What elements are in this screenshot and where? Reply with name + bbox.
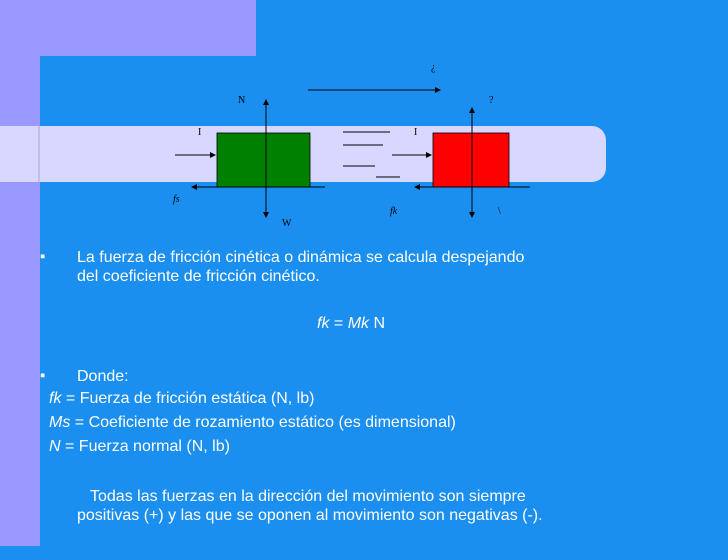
definition-n-symbol: N xyxy=(49,438,61,455)
label-motion: ¿ xyxy=(431,62,436,73)
label-red-top: ? xyxy=(489,95,494,106)
formula-equals: = xyxy=(333,315,344,332)
definition-ms-symbol: Ms xyxy=(49,414,71,431)
bullet-icon: ▪ xyxy=(40,248,46,265)
label-n: N xyxy=(238,95,246,106)
formula-fk: fk xyxy=(317,315,330,332)
label-fs: fs xyxy=(173,194,180,205)
label-fk: fk xyxy=(390,206,398,217)
definition-n-text: = Fuerza normal (N, lb) xyxy=(60,438,230,455)
definition-fk-text: = Fuerza de fricción estática (N, lb) xyxy=(61,390,315,407)
label-applied-left: I xyxy=(198,127,202,138)
donde-label: Donde: xyxy=(77,368,129,385)
formula-mk: Mk xyxy=(347,315,370,332)
definition-fk xyxy=(49,389,314,408)
definition-n xyxy=(49,437,230,456)
formula-n: N xyxy=(373,315,386,332)
definition-ms xyxy=(49,413,456,432)
closing-line2: positivas (+) y las que se oponen al movimiento son negativas (-). xyxy=(77,507,543,524)
label-applied-right: I xyxy=(414,127,418,138)
formula xyxy=(317,314,385,333)
definition-fk-symbol: fk xyxy=(49,390,62,407)
bullet-icon: ▪ xyxy=(40,367,46,384)
label-red-bottom: \ xyxy=(498,206,501,217)
paragraph1-line2: del coeficiente de fricción cinético. xyxy=(77,268,320,285)
label-w: W xyxy=(282,218,292,229)
closing-line1: Todas las fuerzas en la dirección del movimiento son siempre xyxy=(90,488,526,505)
paragraph1-line1: La fuerza de fricción cinética o dinámica se calcula despejando xyxy=(77,249,525,266)
definition-ms-text: = Coeficiente de rozamiento estático (es dimensional) xyxy=(70,414,456,431)
